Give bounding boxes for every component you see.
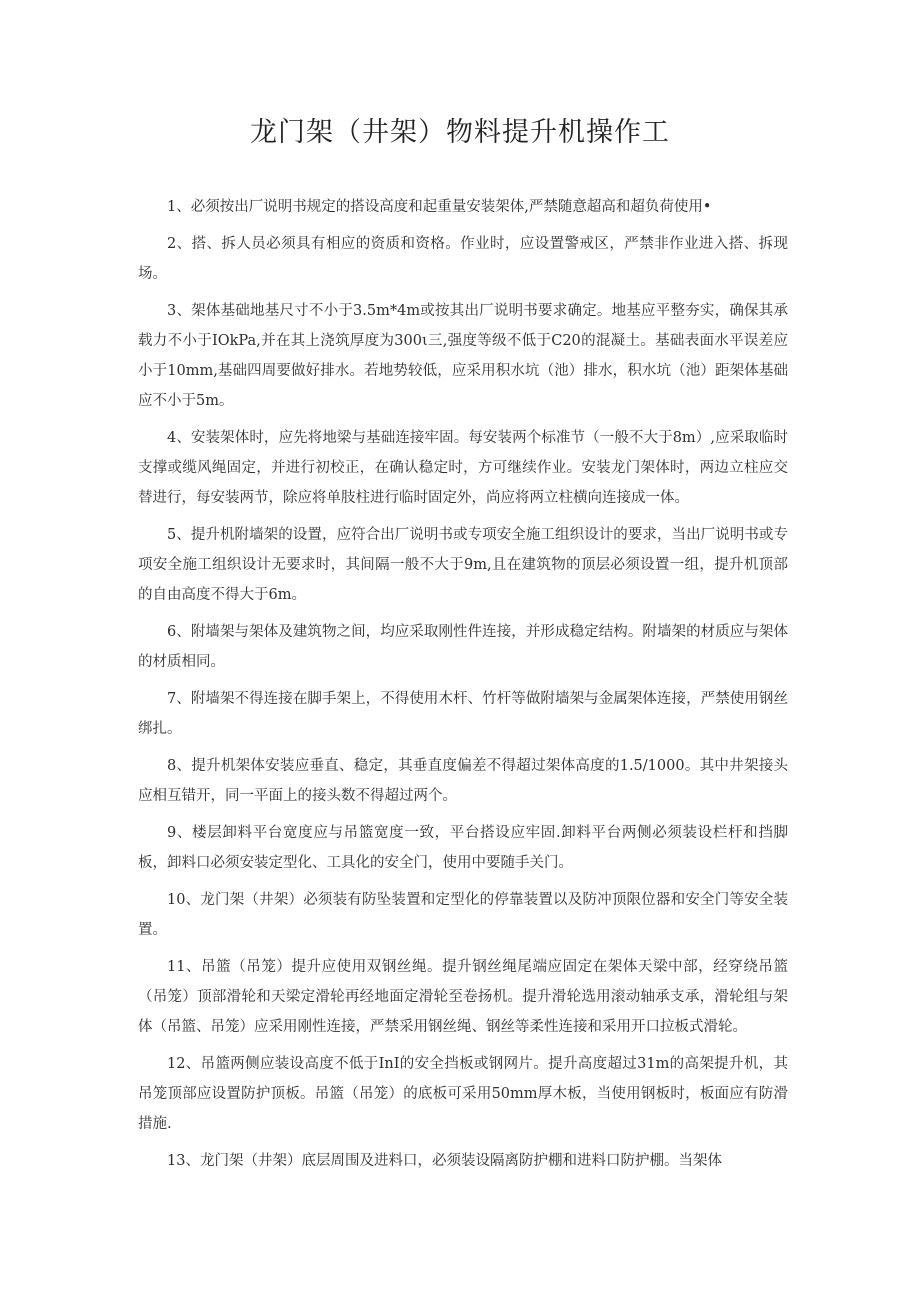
- paragraph-5: 5、提升机附墙架的设置，应符合出厂说明书或专项安全施工组织设计的要求，当出厂说明书或专项安全施工组织设计无要求时，其间隔一般不大于9m,且在建筑物的顶层必须设置一组，提升机顶部的自由高度不得大于6m。: [138, 527, 788, 603]
- paragraph-12: 12、吊篮两侧应装设高度不低于InI的安全挡板或钢网片。提升高度超过31m的高架提升机，其吊笼顶部应设置防护顶板。吊篮（吊笼）的底板可采用50mm厚木板，当使用钢板时，板面应有防滑措施.: [138, 1056, 788, 1132]
- paragraph-8: 8、提升机架体安装应垂直、稳定，其垂直度偏差不得超过架体高度的1.5/1000。其中井架接头应相互错开，同一平面上的接头数不得超过两个。: [138, 758, 788, 804]
- paragraph-10: 10、龙门架（井架）必须装有防坠装置和定型化的停靠装置以及防冲顶限位器和安全门等安全装置。: [138, 892, 788, 938]
- document-body: [138, 192, 788, 1183]
- paragraph-4: 4、安装架体时，应先将地梁与基础连接牢固。每安装两个标准节（一般不大于8m）,应采取临时支撑或缆风绳固定，并进行初校正，在确认稳定时，方可继续作业。安装龙门架体时，两边立柱应交替进行，每安装两节，除应将单肢柱进行临时固定外，尚应将两立柱横向连接成一体。: [138, 430, 788, 506]
- paragraph-11: 11、吊篮（吊笼）提升应使用双钢丝绳。提升钢丝绳尾端应固定在架体天梁中部，经穿绕吊篮（吊笼）顶部滑轮和天梁定滑轮再经地面定滑轮至卷扬机。提升滑轮选用滚动轴承支承，滑轮组与架体（吊篮、吊笼）应采用刚性连接，严禁采用钢丝绳、钢丝等柔性连接和采用开口拉板式滑轮。: [138, 959, 788, 1035]
- paragraph-9: 9、楼层卸料平台宽度应与吊篮宽度一致，平台搭设应牢固.卸料平台两侧必须装设栏杆和挡脚板，卸料口必须安装定型化、工具化的安全门，使用中要随手关门。: [138, 825, 788, 871]
- paragraph-6: 6、附墙架与架体及建筑物之间，均应采取刚性件连接，并形成稳定结构。附墙架的材质应与架体的材质相同。: [138, 624, 788, 670]
- paragraph-7: 7、附墙架不得连接在脚手架上，不得使用木杆、竹杆等做附墙架与金属架体连接，严禁使用钢丝绑扎。: [138, 691, 788, 737]
- paragraph-1: 1、必须按出厂说明书规定的搭设高度和起重量安装架体,严禁随意超高和超负荷使用•: [167, 199, 712, 215]
- document-title: 龙门架（井架）物料提升机操作工: [250, 117, 670, 148]
- paragraph-2: 2、搭、拆人员必须具有相应的资质和资格。作业时，应设置警戒区，严禁非作业进入搭、拆现场。: [138, 236, 788, 282]
- paragraph-13: 13、龙门架（井架）底层周围及进料口，必须装设隔离防护棚和进料口防护棚。当架体: [167, 1153, 722, 1169]
- paragraph-3: 3、架体基础地基尺寸不小于3.5m*4m或按其出厂说明书要求确定。地基应平整夯实，确保其承载力不小于IOkPa,并在其上浇筑厚度为300ι三,强度等级不低于C20的混凝土。基础表面水平误差应小于10mm,基础四周要做好排水。若地势较低，应采用积水坑（池）排水，积水坑（池）距架体基础应不小于5m。: [138, 303, 788, 409]
